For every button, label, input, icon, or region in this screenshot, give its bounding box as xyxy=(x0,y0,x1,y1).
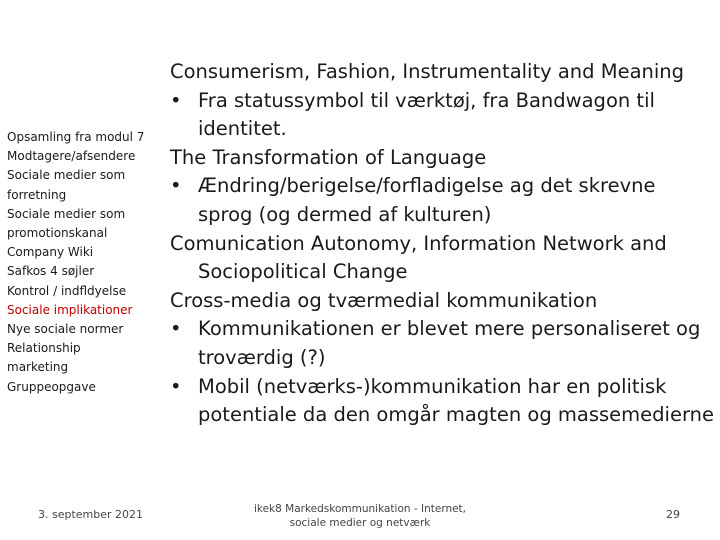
bullet-icon: • xyxy=(170,174,182,198)
section-heading: Comunication Autonomy, Information Network and Sociopolitical Change xyxy=(170,231,667,284)
agenda-item: forretning xyxy=(7,187,67,202)
bullet-text: Ændring/berigelse/forfladigelse ag det skrevne sprog (og dermed af kulturen) xyxy=(198,174,656,226)
footer-title xyxy=(240,502,480,530)
agenda-item: Gruppeopgave xyxy=(7,379,96,394)
bullet-text: Kommunikationen er blevet mere personaliseret og troværdig (?) xyxy=(198,317,701,369)
page-number: 29 xyxy=(666,508,680,521)
agenda-item: Sociale medier som xyxy=(7,168,126,183)
agenda-item: Opsamling fra modul 7 xyxy=(7,130,145,144)
footer-date: 3. september 2021 xyxy=(38,508,144,521)
bullet-item xyxy=(170,315,715,372)
agenda-item: Sociale medier som xyxy=(7,206,126,221)
bullet-icon: • xyxy=(170,374,182,398)
agenda-item: Relationship xyxy=(7,341,81,356)
bullet-text: Mobil (netværks-)kommunikation har en politisk potentiale da den omgår magten og massemedierne xyxy=(198,374,714,427)
bullet-icon: • xyxy=(170,88,182,112)
agenda-item: Modtagere/afsendere xyxy=(7,149,136,164)
section-heading: Cross-media og tværmedial kommunikation xyxy=(170,288,598,312)
slide-content xyxy=(170,58,715,430)
section-heading: The Transformation of Language xyxy=(170,145,487,169)
agenda-item: Safkos 4 søjler xyxy=(7,264,95,279)
agenda-item: Kontrol / indfldyelse xyxy=(7,283,127,298)
footer-title-line: sociale medier og netværk xyxy=(289,517,431,529)
agenda-item: Company Wiki xyxy=(7,245,94,260)
bullet-item xyxy=(170,172,715,229)
agenda-sidebar xyxy=(7,128,162,397)
bullet-item xyxy=(170,373,715,430)
footer-title-line: ikek8 Markedskommunikation - Internet, xyxy=(253,503,467,515)
agenda-item: Nye sociale normer xyxy=(7,322,124,337)
agenda-item: promotionskanal xyxy=(7,226,108,241)
bullet-text: Fra statussymbol til værktøj, fra Bandwagon til identitet. xyxy=(198,88,655,141)
section-heading: Consumerism, Fashion, Instrumentality and Meaning xyxy=(170,60,685,83)
bullet-item xyxy=(170,87,715,144)
bullet-icon: • xyxy=(170,317,182,341)
agenda-item-active: Sociale implikationer xyxy=(7,302,133,317)
agenda-item: marketing xyxy=(7,360,69,375)
